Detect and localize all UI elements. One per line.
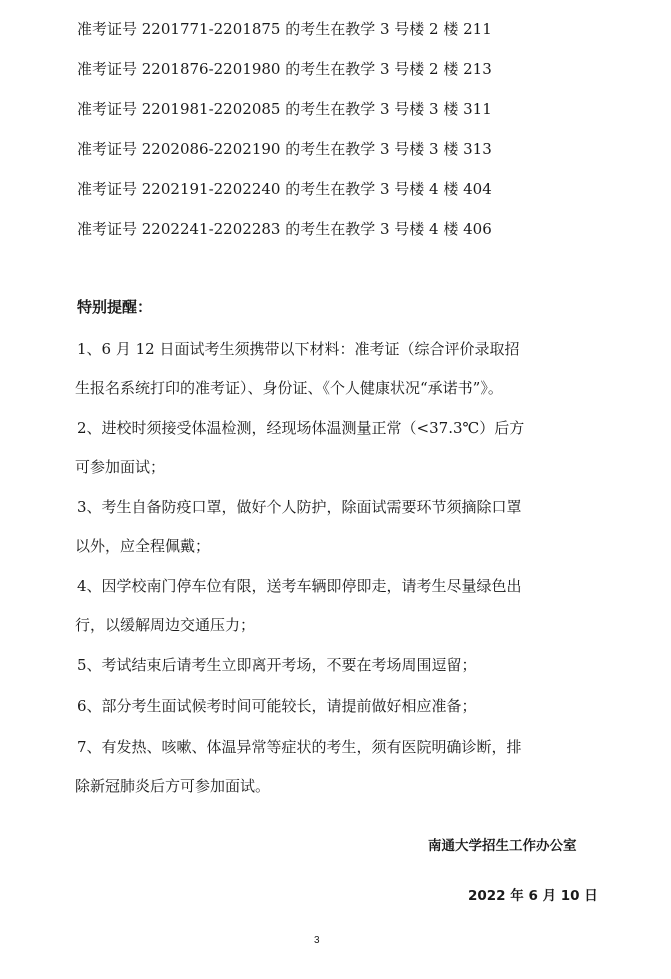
reminder-item-line2: 可参加面试； bbox=[75, 458, 166, 476]
reminder-item-line2: 生报名系统打印的准考证）、身份证、《个人健康状况“承诺书”》。 bbox=[75, 379, 503, 397]
page-number: 3 bbox=[314, 935, 320, 946]
reminder-item-line1: 6、部分考生面试候考时间可能较长，请提前做好相应准备； bbox=[77, 697, 477, 715]
reminder-item-line1: 5、考试结束后请考生立即离开考场，不要在考场周围逗留； bbox=[77, 656, 477, 674]
reminder-item-line2: 除新冠肺炎后方可参加面试。 bbox=[75, 777, 271, 795]
reminder-item-line1: 1、6 月 12 日面试考生须携带以下材料：准考证（综合评价录取招 bbox=[77, 340, 520, 358]
room-line: 准考证号 2201876-2201980 的考生在教学 3 号楼 2 楼 213 bbox=[77, 60, 492, 78]
room-line: 准考证号 2201771-2201875 的考生在教学 3 号楼 2 楼 211 bbox=[77, 20, 492, 38]
reminder-heading: 特别提醒： bbox=[77, 298, 153, 316]
reminder-item-line1: 3、考生自备防疫口罩，做好个人防护，除面试需要环节须摘除口罩 bbox=[77, 498, 522, 516]
room-line: 准考证号 2202191-2202240 的考生在教学 3 号楼 4 楼 404 bbox=[77, 180, 492, 198]
reminder-item-line2: 以外，应全程佩戴； bbox=[75, 537, 211, 555]
reminder-item-line1: 4、因学校南门停车位有限，送考车辆即停即走，请考生尽量绿色出 bbox=[77, 577, 522, 595]
room-line: 准考证号 2202241-2202283 的考生在教学 3 号楼 4 楼 406 bbox=[77, 220, 492, 238]
room-line: 准考证号 2202086-2202190 的考生在教学 3 号楼 3 楼 313 bbox=[77, 140, 492, 158]
reminder-item-line2: 行，以缓解周边交通压力； bbox=[75, 616, 256, 634]
reminder-item-line1: 2、进校时须接受体温检测，经现场体温测量正常（<37.3℃）后方 bbox=[77, 419, 525, 437]
room-line: 准考证号 2201981-2202085 的考生在教学 3 号楼 3 楼 311 bbox=[77, 100, 492, 118]
issue-date: 2022 年 6 月 10 日 bbox=[468, 888, 598, 904]
issuing-office: 南通大学招生工作办公室 bbox=[428, 838, 577, 854]
reminder-item-line1: 7、有发热、咳嗽、体温异常等症状的考生，须有医院明确诊断，排 bbox=[77, 738, 522, 756]
